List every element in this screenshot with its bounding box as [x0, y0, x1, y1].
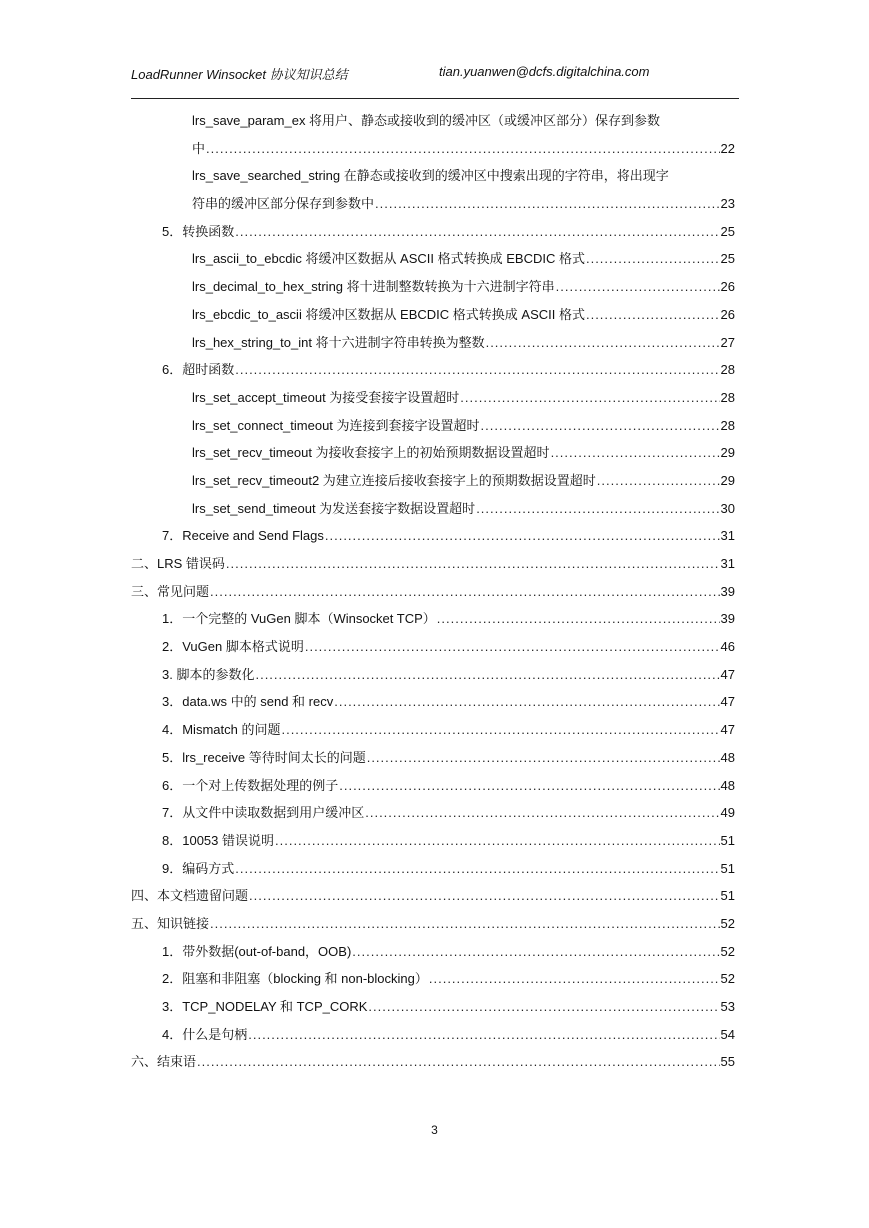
toc-entry-label[interactable]: lrs_ebcdic_to_ascii 将缓冲区数据从 EBCDIC 格式转换成 ASCII 格式: [192, 306, 585, 322]
toc-entry-label[interactable]: 5．lrs_receive 等待时间太长的问题: [162, 749, 366, 765]
toc-page-number[interactable]: 28: [720, 362, 735, 378]
dot-leader: [367, 744, 720, 772]
toc-entry[interactable]: [0, 135, 869, 163]
toc-page-number[interactable]: 29: [720, 445, 735, 461]
toc-page-number[interactable]: 28: [720, 389, 735, 405]
toc-entry[interactable]: [0, 495, 869, 523]
toc-page-number[interactable]: 29: [720, 472, 735, 488]
toc-entry-label[interactable]: lrs_set_connect_timeout 为连接到套接字设置超时: [192, 417, 480, 433]
dot-leader: [365, 799, 719, 827]
toc-entry-label[interactable]: 6．超时函数: [162, 362, 235, 378]
dot-leader: [375, 190, 720, 218]
dot-leader: [368, 993, 719, 1021]
toc-page-number[interactable]: 52: [720, 943, 735, 959]
toc-page-number[interactable]: 22: [720, 140, 735, 156]
toc-page-number[interactable]: 52: [720, 915, 735, 931]
toc-entry-label[interactable]: 符串的缓冲区部分保存到参数中: [192, 196, 375, 212]
dot-leader: [586, 245, 720, 273]
toc-entry-label[interactable]: 2．VuGen 脚本格式说明: [162, 639, 304, 655]
toc-entry-label[interactable]: lrs_ascii_to_ebcdic 将缓冲区数据从 ASCII 格式转换成 EBCDIC 格式: [192, 251, 585, 267]
toc-page-number[interactable]: 28: [720, 417, 735, 433]
toc-entry-label[interactable]: 6．一个对上传数据处理的例子: [162, 777, 339, 793]
toc-entry-label[interactable]: lrs_hex_string_to_int 将十六进制字符串转换为整数: [192, 334, 485, 350]
toc-page-number[interactable]: 52: [720, 971, 735, 987]
toc-page-number[interactable]: 48: [720, 777, 735, 793]
dot-leader: [197, 1048, 720, 1076]
toc-entry-label[interactable]: 4．Mismatch 的问题: [162, 722, 281, 738]
toc-page-number[interactable]: 53: [720, 999, 735, 1014]
dot-leader: [235, 855, 719, 883]
toc-entry[interactable]: [0, 301, 869, 329]
toc-page-number[interactable]: 54: [720, 1026, 735, 1042]
toc-page-number[interactable]: 30: [720, 500, 735, 516]
dot-leader: [255, 661, 719, 689]
dot-leader: [481, 412, 720, 440]
toc-entry[interactable]: [0, 273, 869, 301]
dot-leader: [437, 605, 720, 633]
toc-entry[interactable]: [0, 522, 869, 550]
toc-page-number[interactable]: 47: [720, 722, 735, 738]
toc-entry-label[interactable]: 二、LRS 错误码: [131, 556, 225, 571]
dot-leader: [325, 522, 720, 550]
toc-page-number[interactable]: 39: [720, 611, 735, 627]
toc-entry-label[interactable]: 五、知识链接: [131, 915, 210, 931]
toc-entry[interactable]: [0, 633, 869, 661]
toc-entry[interactable]: [0, 661, 869, 689]
toc-page-number[interactable]: 46: [720, 639, 735, 655]
dot-leader: [235, 356, 719, 384]
toc-entry-label[interactable]: 4．什么是句柄: [162, 1026, 248, 1042]
toc-entry[interactable]: [0, 356, 869, 384]
toc-entry-label[interactable]: 7．Receive and Send Flags: [162, 528, 324, 544]
dot-leader: [249, 882, 720, 910]
header-rule: [131, 98, 739, 99]
toc-page-number[interactable]: 51: [720, 860, 735, 876]
toc-entry[interactable]: [0, 882, 869, 910]
toc-entry-label[interactable]: lrs_set_recv_timeout 为接收套接字上的初始预期数据设置超时: [192, 445, 550, 461]
toc-entry[interactable]: [0, 855, 869, 883]
dot-leader: [597, 467, 720, 495]
toc-entry[interactable]: [0, 910, 869, 938]
toc-entry-label[interactable]: 5．转换函数: [162, 223, 235, 239]
toc-page-number[interactable]: 26: [720, 279, 735, 295]
dot-leader: [334, 688, 719, 716]
toc-entry-label[interactable]: lrs_set_accept_timeout 为接受套接字设置超时: [192, 389, 460, 405]
toc-entry[interactable]: [0, 827, 869, 855]
page-header: [131, 64, 739, 84]
toc-page-number[interactable]: 31: [720, 528, 735, 544]
dot-leader: [210, 578, 720, 606]
toc-page-number[interactable]: 31: [720, 556, 735, 571]
toc-page-number[interactable]: 23: [720, 196, 735, 212]
dot-leader: [460, 384, 719, 412]
toc-entry[interactable]: [0, 190, 869, 218]
toc-entry-label[interactable]: 3. 脚本的参数化: [162, 666, 255, 682]
dot-leader: [551, 439, 720, 467]
toc-entry-label[interactable]: lrs_set_send_timeout 为发送套接字数据设置超时: [192, 500, 476, 516]
toc-entry-first-line: [0, 162, 869, 190]
toc-entry-label[interactable]: 3．TCP_NODELAY 和 TCP_CORK: [162, 999, 368, 1014]
dot-leader: [206, 135, 720, 163]
dot-leader: [352, 938, 719, 966]
toc-entry-title: lrs_save_searched_string 在静态或接收到的缓冲区中搜索出现的字符串，将出现字: [192, 168, 669, 184]
toc-entry[interactable]: [0, 1021, 869, 1049]
toc-entry-label[interactable]: 9．编码方式: [162, 860, 235, 876]
toc-page-number[interactable]: 39: [720, 583, 735, 599]
toc-entry[interactable]: [0, 772, 869, 800]
author-email: tian.yuanwen@dcfs.digitalchina.com: [439, 64, 650, 79]
toc-entry[interactable]: [0, 578, 869, 606]
toc-entry[interactable]: [0, 965, 869, 993]
toc-page-number[interactable]: 27: [720, 334, 735, 350]
toc-page-number[interactable]: 25: [720, 251, 735, 267]
toc-page-number[interactable]: 47: [720, 694, 735, 710]
table-of-contents: [0, 107, 869, 1076]
toc-entry[interactable]: [0, 550, 869, 578]
toc-entry-first-line: [0, 107, 869, 135]
toc-page-number[interactable]: 47: [720, 666, 735, 682]
toc-entry-label[interactable]: 四、本文档遗留问题: [131, 888, 249, 904]
toc-entry-label[interactable]: 2．阻塞和非阻塞（blocking 和 non-blocking）: [162, 971, 428, 987]
toc-entry-label[interactable]: 六、结束语: [131, 1054, 197, 1070]
dot-leader: [281, 716, 719, 744]
toc-entry[interactable]: [0, 716, 869, 744]
toc-entry[interactable]: [0, 1048, 869, 1076]
dot-leader: [476, 495, 719, 523]
dot-leader: [586, 301, 720, 329]
toc-entry[interactable]: [0, 329, 869, 357]
dot-leader: [248, 1021, 719, 1049]
dot-leader: [429, 965, 720, 993]
document-title: LoadRunner Winsocket 协议知识总结: [131, 67, 348, 82]
page-number: 3: [431, 1123, 438, 1137]
toc-entry[interactable]: [0, 245, 869, 273]
toc-entry-label[interactable]: 1．一个完整的 VuGen 脚本（Winsocket TCP）: [162, 611, 436, 627]
toc-entry-label[interactable]: 三、常见问题: [131, 583, 210, 599]
toc-entry[interactable]: [0, 218, 869, 246]
toc-page-number[interactable]: 51: [720, 832, 735, 848]
toc-page-number[interactable]: 51: [720, 888, 735, 904]
toc-entry[interactable]: [0, 605, 869, 633]
toc-page-number[interactable]: 49: [720, 805, 735, 821]
toc-entry-label[interactable]: 1．带外数据(out-of-band，OOB): [162, 943, 352, 959]
toc-entry[interactable]: [0, 384, 869, 412]
toc-page-number[interactable]: 26: [720, 306, 735, 322]
dot-leader: [486, 329, 720, 357]
dot-leader: [275, 827, 720, 855]
toc-page-number[interactable]: 48: [720, 749, 735, 765]
dot-leader: [226, 550, 720, 578]
toc-entry-label[interactable]: lrs_set_recv_timeout2 为建立连接后接收套接字上的预期数据设置超时: [192, 472, 596, 488]
toc-entry[interactable]: [0, 993, 869, 1021]
toc-entry-label[interactable]: 7．从文件中读取数据到用户缓冲区: [162, 805, 365, 821]
dot-leader: [305, 633, 720, 661]
dot-leader: [210, 910, 720, 938]
toc-entry[interactable]: [0, 938, 869, 966]
toc-entry-label[interactable]: lrs_decimal_to_hex_string 将十进制整数转换为十六进制字符串: [192, 279, 555, 295]
toc-entry[interactable]: [0, 688, 869, 716]
toc-entry-label[interactable]: 中: [192, 140, 206, 156]
toc-entry[interactable]: [0, 439, 869, 467]
toc-entry[interactable]: [0, 412, 869, 440]
dot-leader: [235, 218, 719, 246]
dot-leader: [339, 772, 719, 800]
toc-entry-label[interactable]: 3．data.ws 中的 send 和 recv: [162, 694, 334, 710]
toc-entry[interactable]: [0, 467, 869, 495]
toc-entry[interactable]: [0, 799, 869, 827]
toc-page-number[interactable]: 25: [720, 223, 735, 239]
toc-entry[interactable]: [0, 744, 869, 772]
toc-page-number[interactable]: 55: [720, 1054, 735, 1070]
dot-leader: [556, 273, 720, 301]
toc-entry-label[interactable]: 8．10053 错误说明: [162, 832, 274, 848]
toc-entry-title: lrs_save_param_ex 将用户、静态或接收到的缓冲区（或缓冲区部分）保存到参数: [192, 113, 661, 128]
